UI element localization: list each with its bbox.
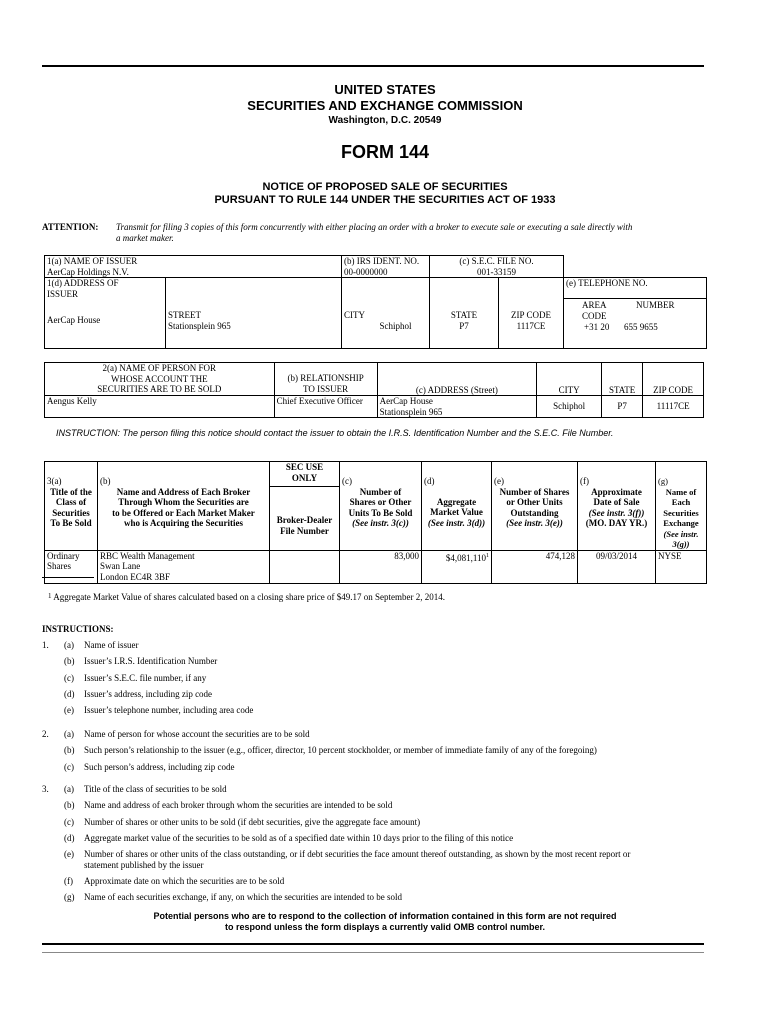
sec-file-value: 001-33159 [430, 267, 564, 278]
instruction-letter: (c) [64, 672, 74, 683]
top-rule [42, 65, 704, 67]
relationship-label [274, 363, 377, 396]
instruction-text: Such person’s address, including zip code [84, 761, 235, 772]
person-name-label [45, 363, 275, 396]
col-sec-h4: File Number [280, 525, 329, 536]
broker-line-3: London EC4R 3BF [100, 571, 171, 582]
relationship-label-1: (b) RELATIONSHIP [287, 373, 364, 383]
col-sec-h1: SEC USE [285, 462, 324, 472]
class-value-1: Ordinary [47, 550, 80, 561]
person-address-value [377, 396, 537, 418]
person-state-label: STATE [602, 363, 643, 396]
instruction-group-number: 3. [42, 784, 49, 794]
attention-label: ATTENTION: [42, 222, 99, 232]
street-cell [166, 278, 342, 349]
broker-line-2: Swan Lane [100, 561, 141, 571]
instruction-text: Such person’s relationship to the issuer (e.g., officer, director, 10 percent stockholder, or member of immediate family of any of the foregoing) [84, 745, 597, 756]
col-units-header [340, 462, 422, 551]
instructions-title: INSTRUCTIONS: [42, 624, 114, 634]
col-outstanding-h2: Number of Shares [499, 486, 570, 497]
bottom-rule-thin [42, 952, 704, 953]
phone-cell [564, 278, 707, 349]
notice-line1: NOTICE OF PROPOSED SALE OF SECURITIES [262, 181, 508, 193]
street-label: STREET [168, 310, 201, 320]
col-exchange-h4: Exchange [663, 518, 699, 528]
broker-line-1: RBC Wealth Management [100, 550, 195, 561]
instruction-group-number: 1. [42, 640, 49, 650]
person-state-value: P7 [602, 396, 643, 418]
col-class-header [45, 462, 98, 551]
col-units-h2: Number of [359, 486, 402, 497]
footnote-mark: 1 [48, 592, 52, 600]
instruction-letter: (a) [64, 640, 74, 650]
footnote-text: Aggregate Market Value of shares calculated based on a closing share price of $49.17 on September 2, 2014. [53, 592, 445, 602]
instruction-text: Title of the class of securities to be sold [84, 784, 227, 794]
col-units-h5: (See instr. 3(c)) [352, 518, 409, 528]
broker-value [98, 550, 270, 583]
instruction-letter: (f) [64, 876, 73, 886]
attention-text-2: a market maker. [116, 233, 174, 243]
number-value: 655 9655 [624, 321, 658, 332]
col-class-h3: Class of [55, 497, 87, 507]
person-zip-label: ZIP CODE [643, 363, 704, 396]
col-sec-h2: ONLY [291, 472, 318, 483]
irs-value: 00-0000000 [342, 267, 430, 278]
col-units-h4: Units To Be Sold [348, 507, 413, 518]
relationship-value: Chief Executive Officer [274, 396, 377, 418]
col-outstanding-h3: or Other Units [506, 497, 563, 507]
col-date-h1: (f) [580, 476, 589, 486]
instruction-text: Name of person for whose account the securities are to be sold [84, 729, 310, 739]
person-label-1: 2(a) NAME OF PERSON FOR [102, 363, 217, 373]
person-label-2: WHOSE ACCOUNT THE [110, 373, 208, 384]
col-sec-use-header [270, 462, 340, 551]
zip-value: 1117CE [516, 320, 546, 331]
header-line1: UNITED STATES [334, 82, 436, 97]
market-value: $4,081,110 [445, 552, 486, 563]
col-exchange-h1: (g) [658, 476, 668, 486]
col-broker-h4: to be Offered or Each Market Maker [112, 507, 255, 518]
irs-label: (b) IRS IDENT. NO. [342, 256, 430, 267]
instruction-text: Issuer’s I.R.S. Identification Number [84, 656, 218, 667]
attention-text-1: Transmit for filing 3 copies of this form concurrently with either placing an order with a broker to execute sale or executing a sale directly with [116, 222, 633, 232]
area-label-2: CODE [582, 310, 607, 321]
issuer-address-name: AerCap House [47, 315, 101, 325]
date-value: 09/03/2014 [578, 550, 656, 583]
exchange-value: NYSE [656, 550, 707, 583]
person-address-line-2: Stationsplein 965 [379, 406, 443, 417]
number-label: NUMBER [636, 299, 675, 310]
issuer-table [44, 255, 707, 349]
phone-label: (e) TELEPHONE NO. [566, 278, 648, 288]
class-value [45, 550, 98, 583]
col-date-h4: (See instr. 3(f)) [588, 507, 645, 518]
issuer-name-label: 1(a) NAME OF ISSUER [45, 256, 342, 267]
col-value-header [422, 462, 492, 551]
col-broker-h3: Through Whom the Securities are [118, 497, 249, 507]
instruction-text: Issuer’s address, including zip code [84, 688, 213, 699]
col-broker-header [98, 462, 270, 551]
col-date-h5: (MO. DAY YR.) [585, 518, 648, 528]
col-outstanding-header [492, 462, 578, 551]
col-class-h4: Securities [52, 507, 90, 518]
instruction-text: INSTRUCTION: The person filing this notice should contact the issuer to obtain the I.R.S. Identification Number and the S.E.C. File Number. [56, 428, 614, 438]
instruction-text: Name of issuer [84, 640, 139, 650]
instruction-text: Approximate date on which the securities are to be sold [84, 876, 285, 886]
instruction-letter: (b) [64, 656, 75, 667]
person-zip-value: 11117CE [643, 396, 704, 418]
person-city-label: CITY [537, 363, 602, 396]
instruction-text: Name and address of each broker through whom the securities are intended to be sold [84, 800, 393, 811]
col-sec-h3: Broker-Dealer [276, 515, 333, 525]
issuer-name-value: AerCap Holdings N.V. [45, 267, 342, 278]
col-value-h2: Aggregate [436, 496, 477, 507]
units-value: 83,000 [340, 550, 422, 583]
zip-cell [499, 278, 564, 349]
area-code-value: +31 20 [584, 321, 610, 332]
col-exchange-h3: Securities [663, 507, 699, 518]
col-date-h2: Approximate [591, 486, 642, 497]
col-broker-h1: (b) [100, 476, 111, 486]
sec-file-label: (c) S.E.C. FILE NO. [430, 256, 564, 267]
instruction-letter: (e) [64, 705, 74, 716]
person-table [44, 362, 704, 418]
form-title: FORM 144 [340, 142, 430, 162]
col-class-h1: 3(a) [47, 476, 62, 486]
instruction-letter: (d) [64, 832, 75, 843]
sec-use-value [270, 550, 340, 583]
instruction-letter: (d) [64, 688, 75, 699]
outstanding-value: 474,128 [492, 550, 578, 583]
person-city-value: Schiphol [537, 396, 602, 418]
instruction-letter: (c) [64, 761, 74, 772]
relationship-label-2: TO ISSUER [303, 383, 349, 394]
omb-line1: Potential persons who are to respond to the collection of information contained in this form are not required [153, 911, 617, 921]
instruction-text-continued: statement published by the issuer [84, 859, 204, 870]
col-units-h3: Shares or Other [349, 497, 412, 507]
footnote-divider [42, 577, 94, 578]
col-class-h5: To Be Sold [50, 518, 92, 528]
bottom-rule [42, 943, 704, 945]
city-label: CITY [344, 310, 366, 320]
instruction-letter: (b) [64, 800, 75, 811]
instruction-text: Aggregate market value of the securities to be sold as of a specified date within 10 days prior to the filing of this notice [84, 832, 514, 843]
instruction-letter: (b) [64, 745, 75, 756]
city-cell [342, 278, 430, 349]
instruction-letter: (a) [64, 784, 74, 794]
person-label-3: SECURITIES ARE TO BE SOLD [97, 384, 222, 394]
person-address-label: (c) ADDRESS (Street) [377, 363, 537, 396]
instruction-text: Number of shares or other units of the class outstanding, or if debt securities the face amount thereof outstanding, as shown by the most recent report or [84, 849, 631, 860]
instruction-text: Issuer’s S.E.C. file number, if any [84, 672, 207, 683]
instruction-letter: (g) [64, 892, 75, 903]
issuer-address-label [45, 278, 166, 349]
col-outstanding-h1: (e) [494, 476, 504, 486]
col-exchange-h5: (See instr. 3(g)) [663, 528, 699, 549]
col-date-h3: Date of Sale [593, 497, 640, 507]
market-value-cell [422, 550, 492, 583]
instruction-letter: (a) [64, 729, 74, 739]
class-value-2: Shares [47, 561, 71, 571]
col-class-h2: Title of the [50, 486, 92, 497]
person-name-value: Aengus Kelly [45, 396, 275, 418]
state-label: STATE [450, 310, 478, 320]
instruction-letter: (e) [64, 849, 74, 860]
col-value-h3: Market Value [430, 507, 483, 517]
col-broker-h5: who is Acquiring the Securities [123, 518, 243, 528]
securities-table [44, 461, 707, 584]
col-broker-h2: Name and Address of Each Broker [116, 486, 251, 497]
instruction-text: Issuer’s telephone number, including area code [84, 705, 254, 716]
col-value-h4: (See instr. 3(d)) [427, 517, 486, 528]
instruction-letter: (c) [64, 816, 74, 827]
footnote-ref: 1 [486, 552, 489, 559]
header-line2: SECURITIES AND EXCHANGE COMMISSION [247, 98, 523, 113]
notice-line2: PURSUANT TO RULE 144 UNDER THE SECURITIES ACT OF 1933 [214, 194, 556, 206]
instruction-text: Name of each securities exchange, if any, on which the securities are intended to be sold [84, 892, 403, 903]
state-value: P7 [459, 320, 469, 331]
issuer-address-label-1: 1(d) ADDRESS OF [47, 278, 119, 288]
footnote [48, 592, 445, 602]
issuer-address-label-2: ISSUER [47, 288, 79, 299]
col-outstanding-h5: (See instr. 3(e)) [506, 518, 563, 528]
street-value: Stationsplein 965 [168, 320, 231, 331]
instruction-group-number: 2. [42, 729, 49, 739]
col-units-h1: (c) [342, 476, 352, 486]
header-line3: Washington, D.C. 20549 [328, 115, 442, 126]
area-label-1: AREA [582, 299, 607, 310]
city-value: Schiphol [379, 320, 412, 331]
col-outstanding-h4: Outstanding [510, 507, 559, 518]
col-exchange-header [656, 462, 707, 551]
col-exchange-h2: Name of Each [665, 486, 697, 507]
col-value-h1: (d) [424, 476, 435, 486]
person-address-line-1: AerCap House [379, 396, 433, 406]
omb-line2: to respond unless the form displays a currently valid OMB control number. [224, 922, 546, 932]
instruction-text: Number of shares or other units to be sold (if debt securities, give the aggregate face amount) [84, 816, 421, 827]
col-date-header [578, 462, 656, 551]
state-cell [430, 278, 499, 349]
zip-label: ZIP CODE [511, 310, 551, 320]
